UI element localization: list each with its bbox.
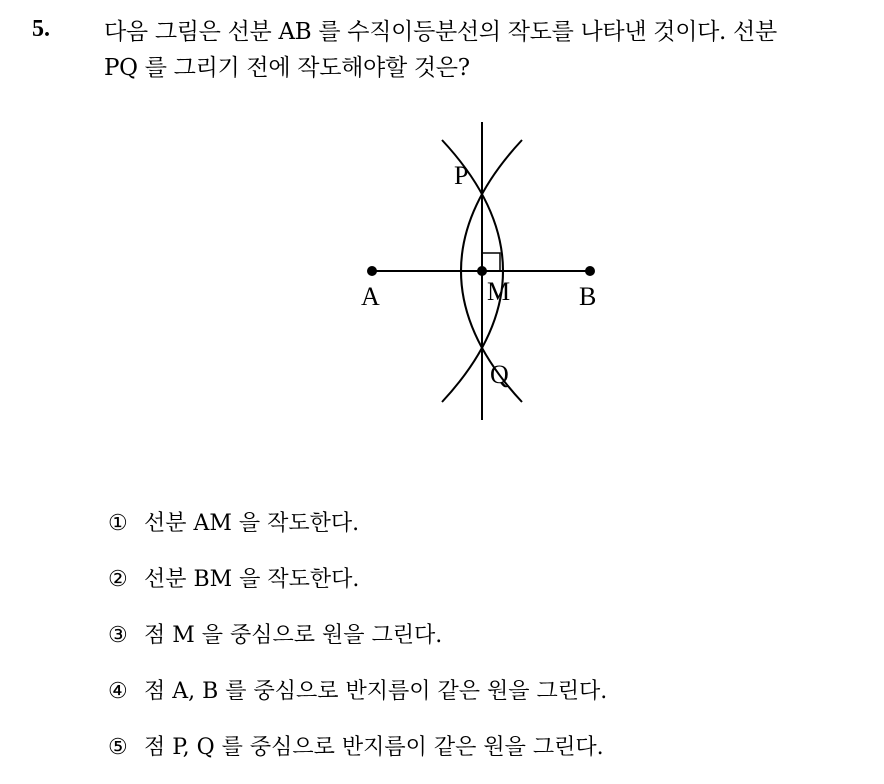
choice-mark: ③ — [108, 623, 128, 648]
label-m: M — [487, 277, 511, 306]
choice-text: 점 P, Q 를 중심으로 반지름이 같은 원을 그린다. — [144, 735, 604, 760]
choice-3[interactable] — [108, 616, 607, 672]
choice-1[interactable] — [108, 504, 607, 560]
choice-text: 점 M 을 중심으로 원을 그린다. — [144, 623, 443, 648]
point-b — [585, 266, 595, 276]
question-text — [104, 14, 874, 86]
choice-2[interactable] — [108, 560, 607, 616]
choice-text: 선분 AM 을 작도한다. — [144, 511, 360, 536]
choice-mark: ④ — [108, 679, 128, 704]
choice-text: 선분 BM 을 작도한다. — [144, 567, 360, 592]
question-line-1: 다음 그림은 선분 AB 를 수직이등분선의 작도를 나타낸 것이다. 선분 — [104, 19, 777, 45]
choice-5[interactable] — [108, 728, 607, 784]
label-a: A — [361, 282, 380, 311]
point-a — [367, 266, 377, 276]
perpendicular-bisector-figure — [356, 120, 616, 420]
question-line-2: PQ 를 그리기 전에 작도해야할 것은? — [104, 55, 470, 81]
choice-mark: ② — [108, 567, 128, 592]
answer-choices — [108, 504, 607, 784]
construction-diagram — [356, 120, 616, 420]
choice-mark: ① — [108, 511, 128, 536]
label-p: P — [454, 161, 469, 190]
question-number: 5. — [32, 16, 50, 42]
choice-mark: ⑤ — [108, 735, 128, 760]
point-m — [477, 266, 487, 276]
choice-text: 점 A, B 를 중심으로 반지름이 같은 원을 그린다. — [144, 679, 608, 704]
choice-4[interactable] — [108, 672, 607, 728]
label-q: Q — [490, 360, 509, 389]
label-b: B — [579, 282, 597, 311]
